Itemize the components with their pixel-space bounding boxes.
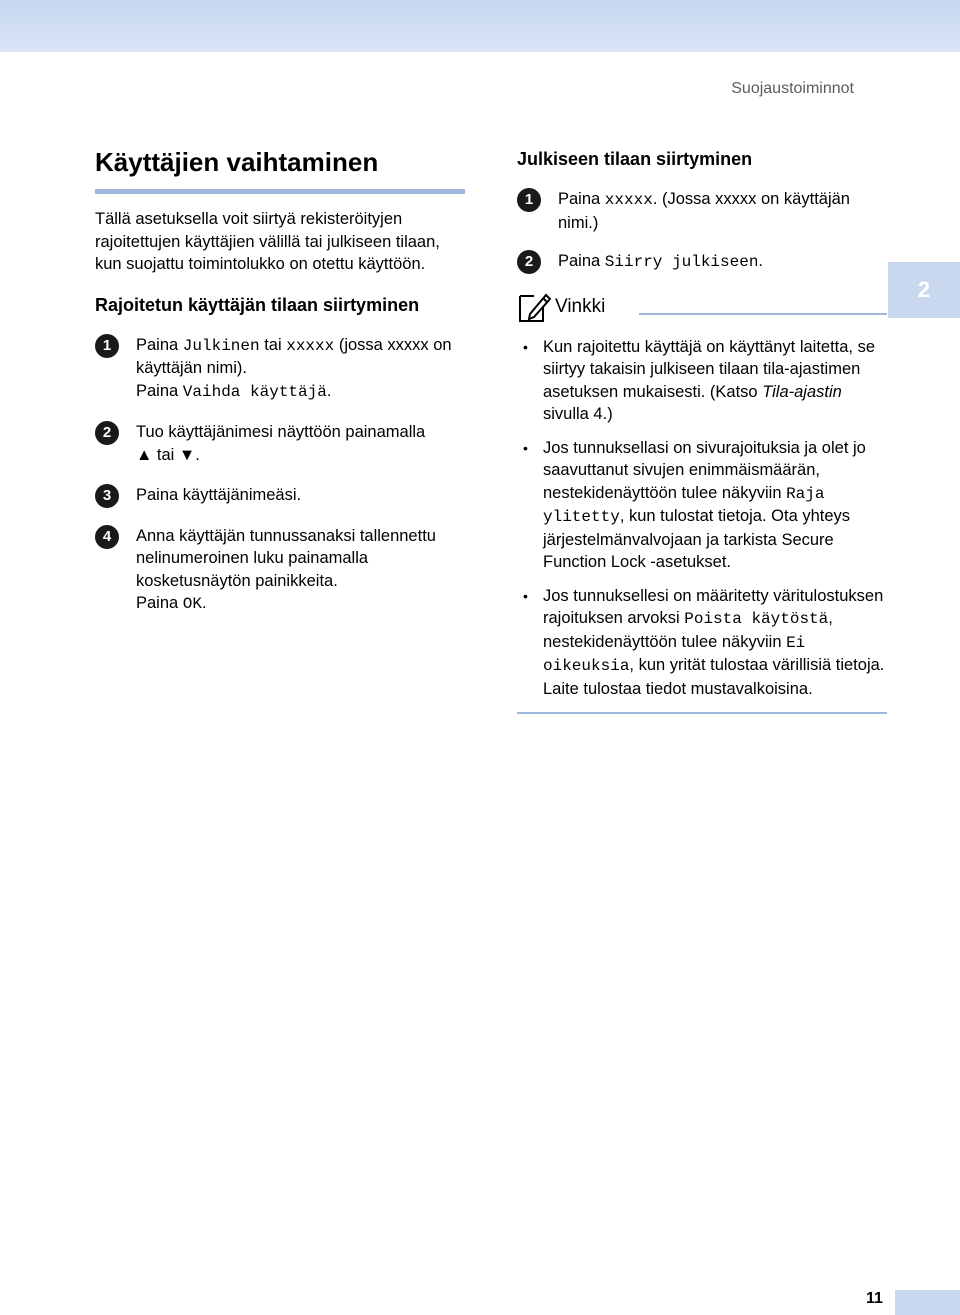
- intro-paragraph: Tällä asetuksella voit siirtyä rekisteröityjen rajoitettujen käyttäjien välillä tai julkiseen tilaan, kun suojattu toimintolukko on otettu käyttöön.: [95, 210, 440, 273]
- page-number-tab: [895, 1290, 960, 1315]
- lcd-text: Ei oikeuksia: [543, 633, 806, 675]
- lcd-text: xxxxx: [286, 336, 335, 355]
- chapter-tab: 2: [888, 262, 960, 318]
- step-number-badge: 2: [517, 250, 541, 274]
- note-rule: [639, 313, 887, 315]
- step-number-badge: 4: [95, 525, 119, 549]
- note-bullet-1: • Kun rajoitettu käyttäjä on käyttänyt laitetta, se siirtyy takaisin julkiseen tilaan tila-ajastimen asetuksen mukaisesti. (Katso Tila-ajastin sivulla 4.): [517, 336, 887, 426]
- step-2: 2 Tuo käyttäjänimesi näyttöön painamalla ▲ tai ▼.: [95, 421, 465, 466]
- subheading-public: Julkiseen tilaan siirtyminen: [517, 149, 753, 169]
- lcd-text: Julkinen: [182, 336, 260, 355]
- step-number-badge: 1: [517, 188, 541, 212]
- arrow-keys-text: ▲ tai ▼.: [136, 445, 200, 464]
- lcd-text: OK: [182, 595, 202, 613]
- step-1: 1 Paina Julkinen tai xxxxx (jossa xxxxx on käyttäjän nimi). Paina Vaihda käyttäjä.: [95, 334, 465, 404]
- title-rule: [95, 189, 465, 194]
- public-step-2: 2 Paina Siirry julkiseen.: [517, 250, 887, 274]
- cross-reference: Tila-ajastin: [762, 382, 842, 401]
- pencil-note-icon: [517, 290, 551, 324]
- step-4: 4 Anna käyttäjän tunnussanaksi tallennettu nelinumeroinen luku painamalla kosketusnäytön painikkeita. Paina OK.: [95, 525, 465, 616]
- lcd-text: Raja ylitetty: [543, 484, 825, 526]
- public-step-1: 1 Paina xxxxx. (Jossa xxxxx on käyttäjän nimi.): [517, 188, 887, 234]
- note-header: [517, 290, 887, 324]
- lcd-text: Vaihda käyttäjä: [182, 382, 327, 401]
- note-title: Vinkki: [555, 295, 606, 317]
- lcd-text: xxxxx: [604, 191, 653, 209]
- note-bullet-3: • Jos tunnuksellesi on määritetty väritulostuksen rajoituksen arvoksi Poista käytöstä, nestekidenäyttöön tulee näkyviin Ei oikeuksia, kun yrität tulostaa värillisiä tietoja. Laite tulostaa tiedot mustavalkoisina.: [517, 585, 887, 701]
- step-number-badge: 3: [95, 484, 119, 508]
- page-number: 11: [866, 1290, 883, 1307]
- lcd-text: Siirry julkiseen: [604, 253, 759, 271]
- step-number-badge: 2: [95, 421, 119, 445]
- lcd-text: Poista käytöstä: [684, 610, 829, 628]
- subheading-restricted: Rajoitetun käyttäjän tilaan siirtyminen: [95, 294, 420, 315]
- running-header: Suojaustoiminnot: [731, 80, 854, 97]
- section-title: Käyttäjien vaihtaminen: [95, 147, 379, 177]
- left-column: [95, 140, 465, 616]
- note-end-rule: [517, 712, 887, 714]
- top-banner: [0, 0, 960, 52]
- right-column: [517, 140, 887, 714]
- step-number-badge: 1: [95, 334, 119, 358]
- step-3: 3 Paina käyttäjänimeäsi.: [95, 484, 465, 507]
- note-bullet-2: • Jos tunnuksellasi on sivurajoituksia ja olet jo saavuttanut sivujen enimmäismäärän, nestekidenäyttöön tulee näkyviin Raja ylitetty, kun tulostat tietoja. Ota yhteys järjestelmänvalvojaan ja tarkista Secure Function Lock -asetukset.: [517, 437, 887, 574]
